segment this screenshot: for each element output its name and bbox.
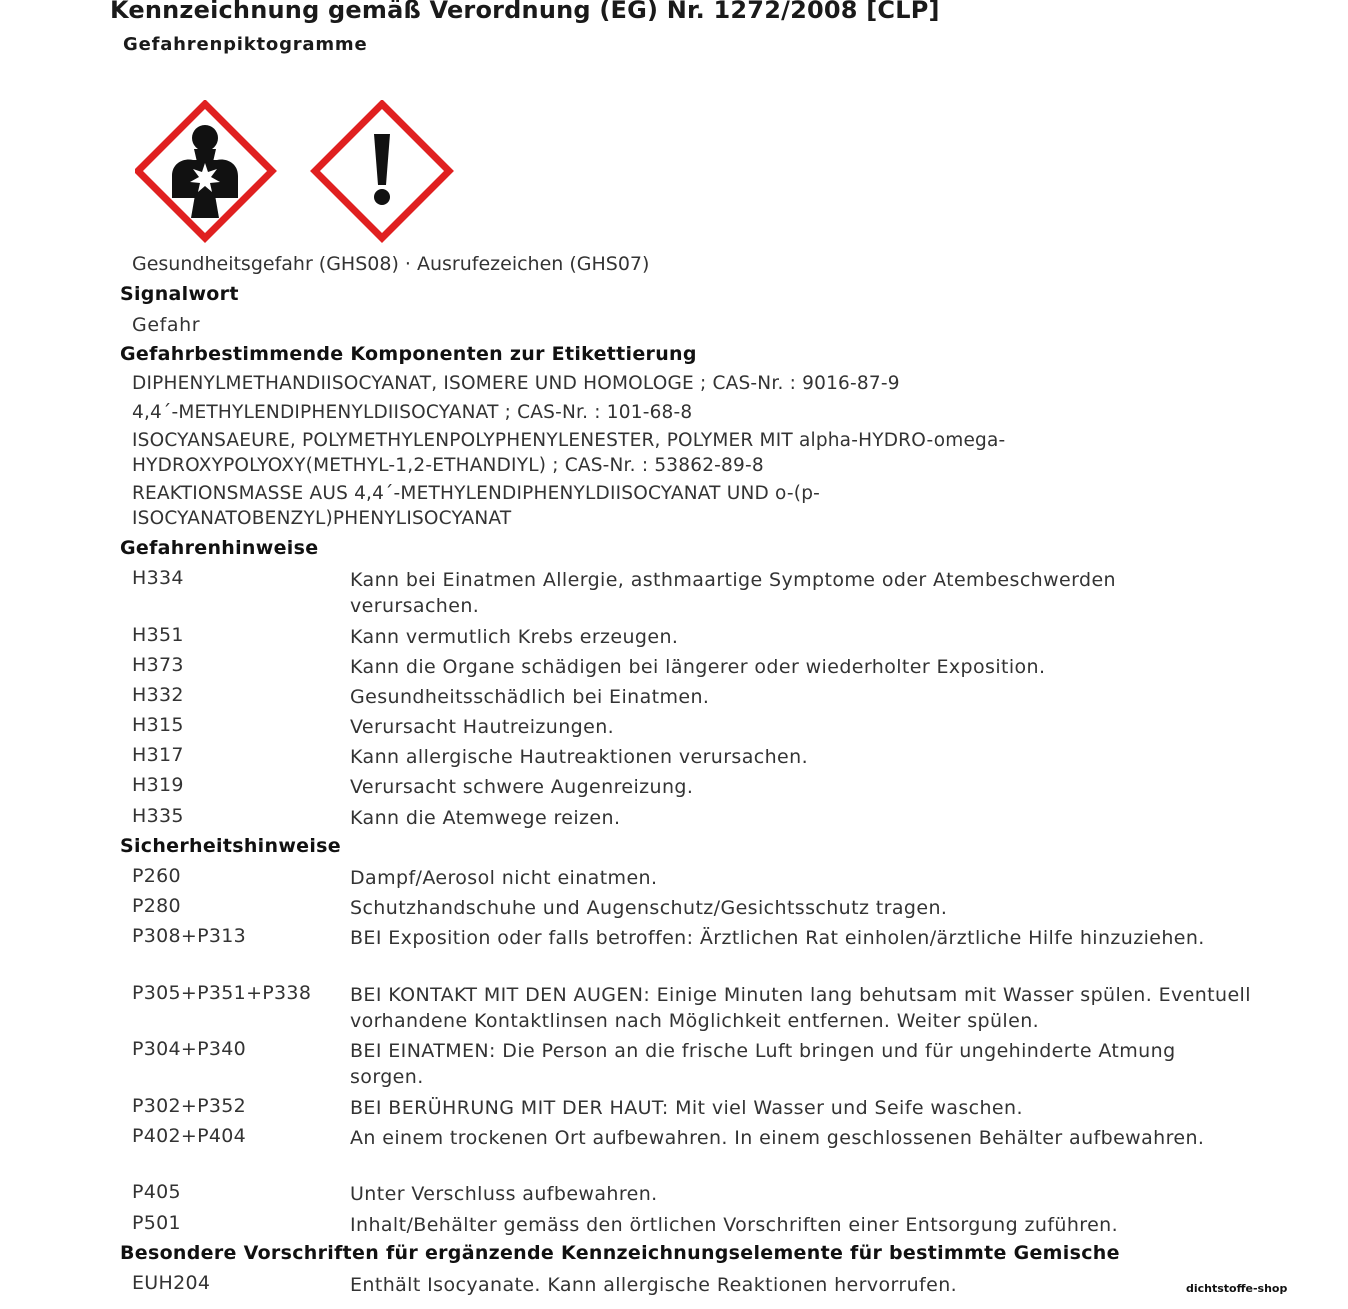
hazard-text: Verursacht Hautreizungen. (350, 716, 615, 738)
component-line: ISOCYANSAEURE, POLYMETHYLENPOLYPHENYLENESTER, POLYMER MIT alpha-HYDRO-omega- (132, 430, 1006, 451)
precaution-code: P305+P351+P338 (132, 982, 312, 1004)
hazard-code: H319 (132, 774, 184, 796)
precautionary-statements-heading: Sicherheitshinweise (120, 835, 341, 857)
hazard-text: Kann die Organe schädigen bei längerer oder wiederholter Exposition. (350, 656, 1046, 678)
precaution-code: P280 (132, 895, 181, 917)
precaution-text: Dampf/Aerosol nicht einatmen. (350, 867, 658, 889)
hazard-text: Kann vermutlich Krebs erzeugen. (350, 626, 679, 648)
signal-word-value: Gefahr (132, 314, 201, 336)
page-title: Kennzeichnung gemäß Verordnung (EG) Nr. 1272/2008 [CLP] (110, 0, 940, 24)
precaution-text: BEI Exposition oder falls betroffen: Ärztlichen Rat einholen/ärztliche Hilfe hinzuziehen. (350, 927, 1205, 949)
precaution-code: P304+P340 (132, 1038, 247, 1060)
hazard-text: Kann die Atemwege reizen. (350, 807, 621, 829)
precaution-text: Schutzhandschuhe und Augenschutz/Gesichtsschutz tragen. (350, 897, 948, 919)
footer-watermark: dichtstoffe-shop (1186, 1282, 1288, 1295)
component-line: ISOCYANATOBENZYL)PHENYLISOCYANAT (132, 508, 512, 529)
precaution-text: An einem trockenen Ort aufbewahren. In einem geschlossenen Behälter aufbewahren. (350, 1127, 1205, 1149)
pictogram-group (135, 100, 455, 245)
hazard-text: Gesundheitsschädlich bei Einatmen. (350, 686, 710, 708)
health-hazard-icon (138, 104, 272, 238)
special-text: Enthält Isocyanate. Kann allergische Reaktionen hervorrufen. (350, 1274, 958, 1296)
exclamation-mark-icon (315, 104, 449, 238)
precaution-text: BEI BERÜHRUNG MIT DER HAUT: Mit viel Wasser und Seife waschen. (350, 1097, 1023, 1119)
hazard-code: H334 (132, 567, 184, 589)
pictograms-heading: Gefahrenpiktogramme (123, 34, 368, 55)
hazard-code: H317 (132, 744, 184, 766)
precaution-code: P501 (132, 1212, 181, 1234)
component-line: DIPHENYLMETHANDIISOCYANAT, ISOMERE UND HOMOLOGE ; CAS-Nr. : 9016-87-9 (132, 373, 900, 394)
hazard-text: Kann allergische Hautreaktionen verursachen. (350, 746, 809, 768)
precaution-code: P260 (132, 865, 181, 887)
special-provisions-heading: Besondere Vorschriften für ergänzende Kennzeichnungselemente für bestimmte Gemische (120, 1242, 1120, 1264)
component-line: 4,4´-METHYLENDIPHENYLDIISOCYANAT ; CAS-Nr. : 101-68-8 (132, 402, 693, 423)
hazard-text: Kann bei Einatmen Allergie, asthmaartige Symptome oder Atembeschwerden verursachen. (350, 569, 1117, 617)
signal-word-heading: Signalwort (120, 283, 239, 305)
pictogram-caption: Gesundheitsgefahr (GHS08) · Ausrufezeichen (GHS07) (132, 253, 650, 275)
precaution-text: Inhalt/Behälter gemäss den örtlichen Vorschriften einer Entsorgung zuführen. (350, 1214, 1119, 1236)
hazard-code: H335 (132, 805, 184, 827)
precaution-text: BEI EINATMEN: Die Person an die frische Luft bringen und für ungehinderte Atmung sorgen. (350, 1040, 1176, 1088)
component-line: HYDROXYPOLYOXY(METHYL-1,2-ETHANDIYL) ; CAS-Nr. : 53862-89-8 (132, 455, 764, 476)
hazard-code: H351 (132, 624, 184, 646)
components-heading: Gefahrbestimmende Komponenten zur Etikettierung (120, 343, 697, 365)
precaution-code: P302+P352 (132, 1095, 247, 1117)
hazard-code: H332 (132, 684, 184, 706)
precaution-code: P402+P404 (132, 1125, 247, 1147)
component-line: REAKTIONSMASSE AUS 4,4´-METHYLENDIPHENYLDIISOCYANAT UND o-(p- (132, 483, 821, 504)
hazard-text: Verursacht schwere Augenreizung. (350, 776, 694, 798)
hazard-statements-heading: Gefahrenhinweise (120, 537, 319, 559)
hazard-code: H315 (132, 714, 184, 736)
precaution-code: P308+P313 (132, 925, 247, 947)
precaution-text: Unter Verschluss aufbewahren. (350, 1183, 658, 1205)
precaution-text: BEI KONTAKT MIT DEN AUGEN: Einige Minuten lang behutsam mit Wasser spülen. Eventuell vorhandene Kontaktlinsen nach Möglichkeit entfernen. Weiter spülen. (350, 984, 1251, 1032)
special-code: EUH204 (132, 1272, 211, 1294)
precaution-code: P405 (132, 1181, 181, 1203)
hazard-code: H373 (132, 654, 184, 676)
